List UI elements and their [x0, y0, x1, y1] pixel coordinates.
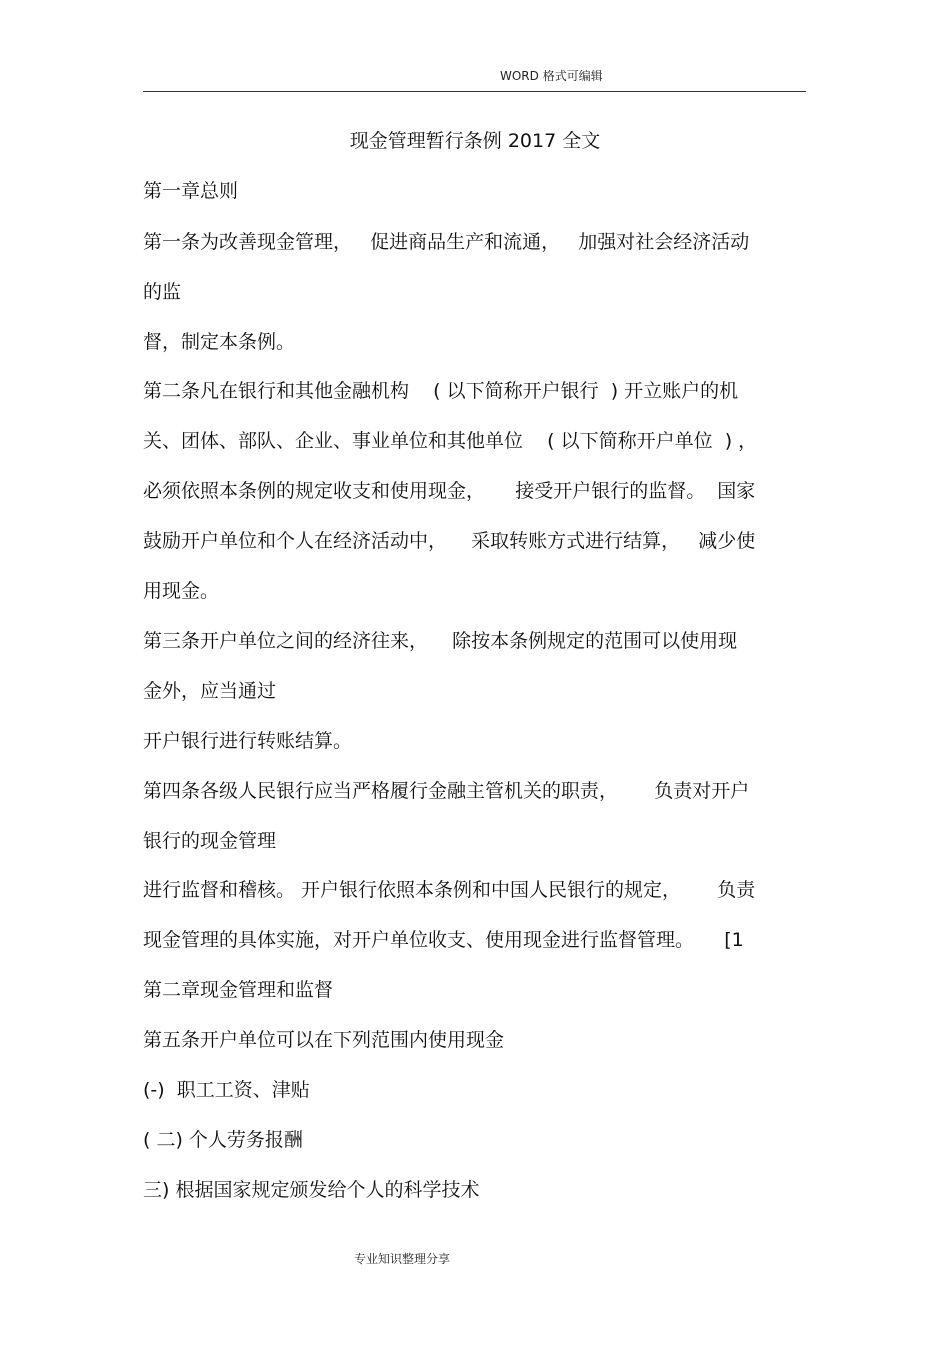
page-header: WORD 格式可编辑 — [500, 69, 603, 83]
document-title: 现金管理暂行条例 2017 全文 — [349, 130, 601, 152]
chapter-heading: 第一章总则 — [143, 180, 239, 202]
list-item: 三) 根据国家规定颁发给个人的科学技术 — [143, 1179, 480, 1201]
text-line: 第三条开户单位之间的经济往来， 除按本条例规定的范围可以使用现 — [143, 630, 738, 652]
text-line: 必须依照本条例的规定收支和使用现金， 接受开户银行的监督。 国家 — [143, 480, 756, 502]
text-line: 第五条开户单位可以在下列范围内使用现金 — [143, 1029, 505, 1051]
text-line: 第一条为改善现金管理， 促进商品生产和流通， 加强对社会经济活动 — [143, 231, 750, 253]
text-line: 第二条凡在银行和其他金融机构 ( 以下简称开户银行 ) 开立账户的机 — [143, 380, 739, 402]
text-line: 督，制定本条例。 — [143, 331, 296, 353]
chapter-heading: 第二章现金管理和监督 — [143, 979, 334, 1001]
text-line: 银行的现金管理 — [143, 830, 277, 852]
text-line: 开户银行进行转账结算。 — [143, 730, 353, 752]
text-line: 的监 — [143, 281, 182, 303]
header-divider — [143, 91, 806, 92]
text-line: 金外，应当通过 — [143, 680, 277, 702]
text-line: 关、团体、部队、企业、事业单位和其他单位 ( 以下简称开户单位 ) ， — [143, 430, 758, 452]
text-line: 进行监督和稽核。 开户银行依照本条例和中国人民银行的规定， 负责 — [143, 879, 756, 901]
text-line: 鼓励开户单位和个人在经济活动中， 采取转账方式进行结算， 减少使 — [143, 530, 756, 552]
list-item: (-) 职工工资、津贴 — [143, 1079, 310, 1101]
text-line: 第四条各级人民银行应当严格履行金融主管机关的职责， 负责对开户 — [143, 780, 750, 802]
text-line: 用现金。 — [143, 580, 220, 602]
list-item: ( 二) 个人劳务报酬 — [143, 1129, 303, 1151]
page-footer: 专业知识整理分享 — [353, 1252, 450, 1266]
text-line: 现金管理的具体实施，对开户单位收支、使用现金进行监督管理。 [1 — [143, 929, 744, 951]
